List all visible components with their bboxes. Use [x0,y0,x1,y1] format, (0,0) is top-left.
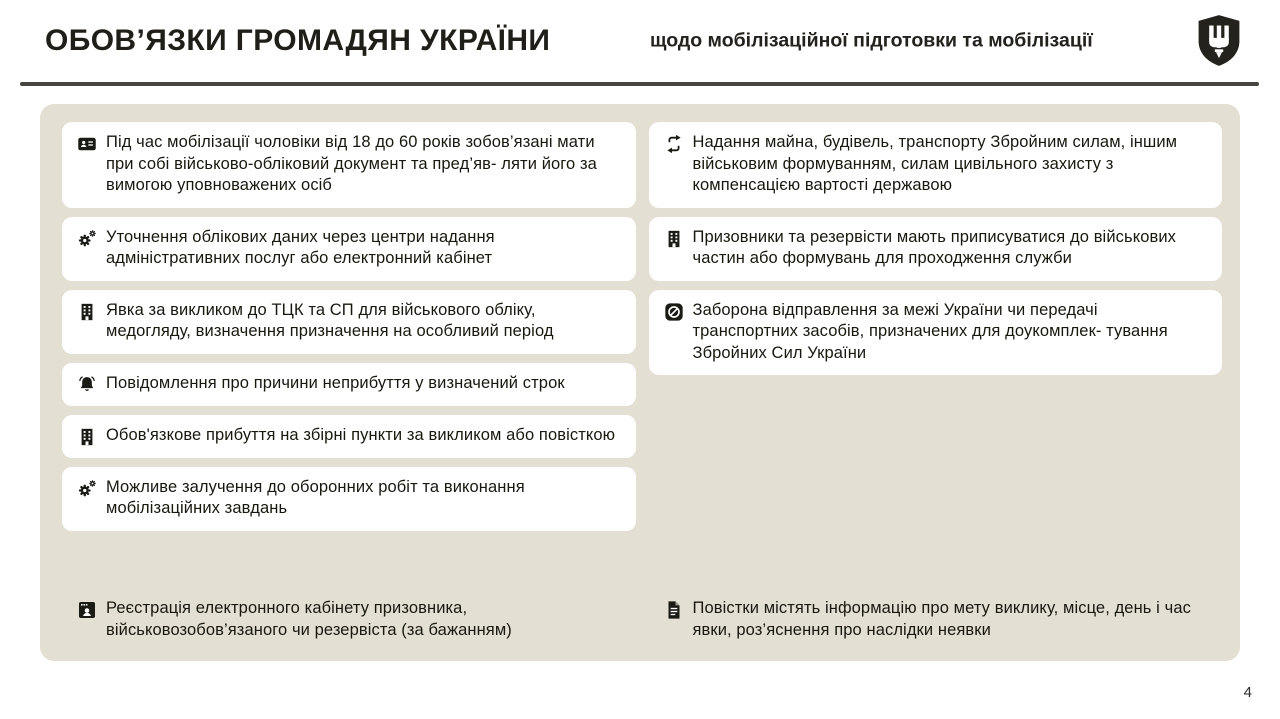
note-e-cabinet [62,598,636,641]
document-icon [664,600,684,620]
gears-icon [77,229,97,249]
gears-icon [77,479,97,499]
card-absence-notice [62,363,636,406]
card-text: Уточнення облікових даних через центри надання адміністративних послуг або електронний кабінет [106,227,495,267]
building-icon [664,229,684,249]
trident-shield-logo-icon [1195,13,1243,68]
header [0,0,1280,82]
right-column [649,122,1223,641]
card-unit-assignment [649,217,1223,281]
card-data-update [62,217,636,281]
note-summons-info [649,598,1223,641]
card-tcc-appearance [62,290,636,354]
page-number: 4 [1243,684,1252,701]
card-text: Надання майна, будівель, транспорту Збройним силам, іншим військовим формуванням, силам цивільного захисту з компенсацією вартості державою [692,133,1178,194]
bell-icon [77,375,97,395]
card-assembly-points [62,415,636,458]
id-card-icon [77,134,97,154]
card-vehicle-ban [649,290,1223,376]
card-text: Можливе залучення до оборонних робіт та виконання мобілізаційних завдань [106,477,525,517]
card-text: Повідомлення про причини неприбуття у визначений строк [106,373,565,392]
page-title: ОБОВ’ЯЗКИ ГРОМАДЯН УКРАЇНИ [45,24,551,57]
left-column [62,122,636,641]
exchange-arrows-icon [664,134,684,154]
card-text: Призовники та резервісти мають приписуватися до військових частин або формувань для проходження служби [692,227,1177,267]
building-icon [77,427,97,447]
card-defense-works [62,467,636,531]
note-text: Повістки містять інформацію про мету виклику, місце, день і час явки, роз’яснення про наслідки неявки [692,599,1191,639]
card-text: Заборона відправлення за межі України чи передачі транспортних засобів, призначених для доукомплек- тування Збройних Сил України [692,300,1168,362]
card-text: Обов'язкове прибуття на збірні пункти за викликом або повісткою [106,425,616,444]
card-military-document [62,122,636,208]
page-subtitle: щодо мобілізаційної підготовки та мобілізації [650,29,1093,52]
note-text: Реєстрація електронного кабінету призовника, військовозобов’язаного чи резервіста (за бажанням) [106,599,512,639]
content-panel [40,104,1240,661]
card-text: Під час мобілізації чоловіки від 18 до 60 років зобов’язані мати при собі військово-обліковий документ та пред’яв- ляти його за вимогою уповноважених осіб [106,133,597,194]
building-icon [77,302,97,322]
header-divider [20,82,1259,86]
prohibition-icon [664,302,684,322]
card-property-provision [649,122,1223,208]
e-cabinet-icon [77,600,97,620]
card-text: Явка за викликом до ТЦК та СП для військового обліку, медогляду, визначення призначення на особливий період [106,300,554,340]
